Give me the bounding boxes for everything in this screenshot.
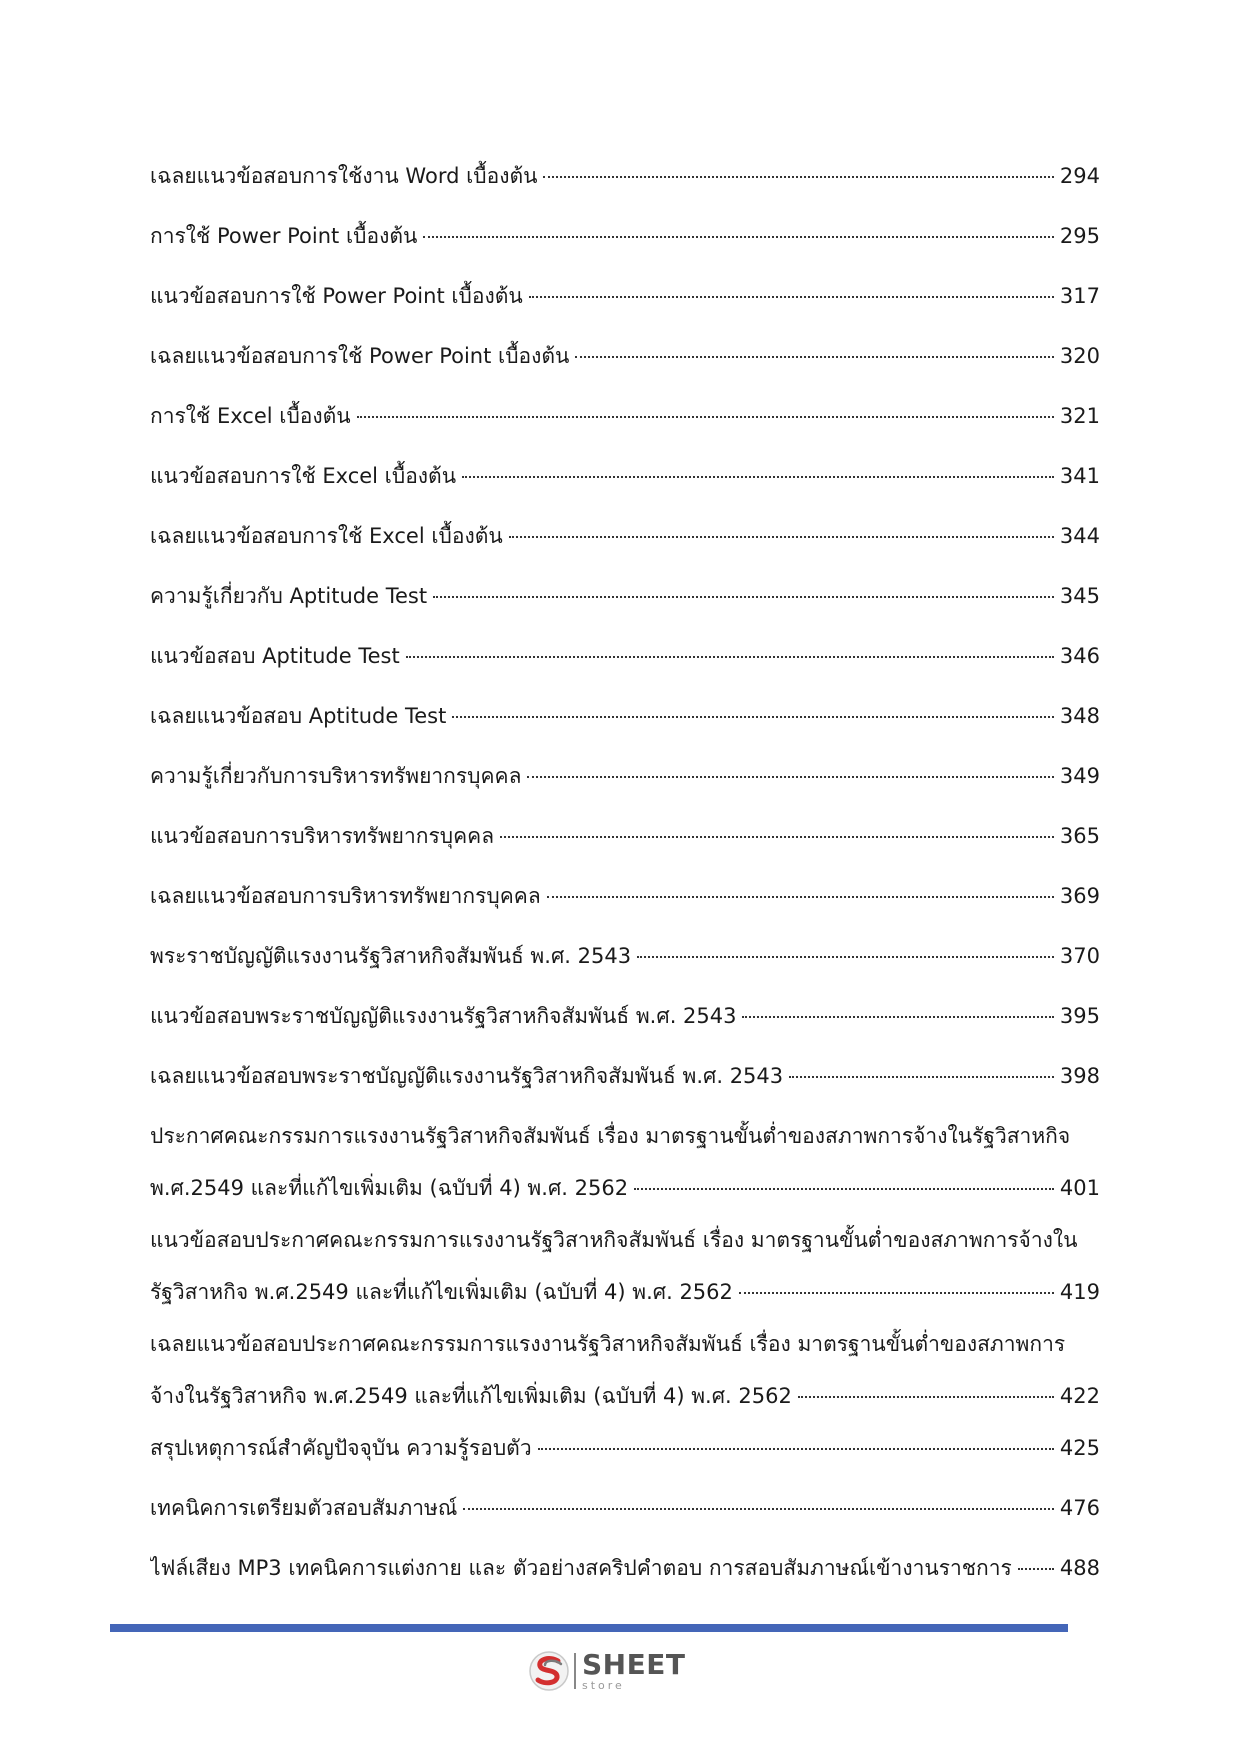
toc-entry[interactable] [150, 210, 1100, 270]
dot-leader [637, 956, 1054, 958]
logo-brand-sub: store [582, 1679, 625, 1692]
toc-entry[interactable] [150, 630, 1100, 690]
toc-entry-title: เฉลยแนวข้อสอบการบริหารทรัพยากรบุคคล [150, 884, 541, 908]
footer-logo [528, 1646, 685, 1696]
toc-entry-title: แนวข้อสอบพระราชบัญญัติแรงงานรัฐวิสาหกิจสัมพันธ์ พ.ศ. 2543 [150, 1004, 737, 1028]
toc-entry[interactable] [150, 1482, 1100, 1542]
dot-leader [1018, 1568, 1054, 1570]
footer-rule [110, 1624, 1068, 1632]
toc-entry-title: การใช้ Excel เบื้องต้น [150, 404, 351, 428]
dot-leader [575, 356, 1054, 358]
toc-entry[interactable] [150, 750, 1100, 810]
dot-leader [433, 596, 1054, 598]
table-of-contents [150, 150, 1100, 1602]
toc-entry-title: เฉลยแนวข้อสอบการใช้งาน Word เบื้องต้น [150, 164, 538, 188]
toc-page-number: 419 [1059, 1280, 1100, 1304]
dot-leader [529, 296, 1054, 298]
toc-page-number: 422 [1059, 1384, 1100, 1408]
dot-leader [742, 1016, 1053, 1018]
logo-brand-main: SHEET [582, 1648, 686, 1681]
toc-entry[interactable] [150, 1050, 1100, 1110]
toc-page-number: 395 [1059, 1004, 1100, 1028]
dot-leader [543, 176, 1053, 178]
toc-entry-title: สรุปเหตุการณ์สำคัญปัจจุบัน ความรู้รอบตัว [150, 1436, 532, 1460]
toc-page-number: 321 [1059, 404, 1100, 428]
dot-leader [423, 236, 1054, 238]
dot-leader [462, 476, 1054, 478]
toc-entry[interactable] [150, 1542, 1100, 1602]
toc-page-number: 345 [1059, 584, 1100, 608]
toc-entry-multiline[interactable] [150, 1214, 1100, 1318]
toc-page-number: 344 [1059, 524, 1100, 548]
toc-entry-title: เทคนิคการเตรียมตัวสอบสัมภาษณ์ [150, 1496, 458, 1520]
toc-page-number: 398 [1059, 1064, 1100, 1088]
dot-leader [527, 776, 1053, 778]
toc-page-number: 320 [1059, 344, 1100, 368]
dot-leader [452, 716, 1054, 718]
toc-entry-title: แนวข้อสอบการบริหารทรัพยากรบุคคล [150, 824, 495, 848]
toc-entry-title-line2: รัฐวิสาหกิจ พ.ศ.2549 และที่แก้ไขเพิ่มเติม (ฉบับที่ 4) พ.ศ. 2562 [150, 1280, 733, 1304]
dot-leader [500, 836, 1054, 838]
toc-page-number: 425 [1059, 1436, 1100, 1460]
toc-page-number: 348 [1059, 704, 1100, 728]
toc-entry[interactable] [150, 1422, 1100, 1482]
toc-page-number: 488 [1059, 1556, 1100, 1580]
toc-entry-title: ความรู้เกี่ยวกับ Aptitude Test [150, 584, 428, 608]
toc-page-number: 341 [1059, 464, 1100, 488]
dot-leader [538, 1448, 1054, 1450]
dot-leader [739, 1292, 1054, 1294]
toc-entry-title: ความรู้เกี่ยวกับการบริหารทรัพยากรบุคคล [150, 764, 522, 788]
dot-leader [463, 1508, 1054, 1510]
toc-page-number: 476 [1059, 1496, 1100, 1520]
toc-entry[interactable] [150, 150, 1100, 210]
toc-entry-title: แนวข้อสอบ Aptitude Test [150, 644, 400, 668]
toc-entry[interactable] [150, 270, 1100, 330]
logo-divider [574, 1653, 576, 1689]
toc-entry[interactable] [150, 570, 1100, 630]
dot-leader [634, 1188, 1054, 1190]
toc-entry-title-line1: เฉลยแนวข้อสอบประกาศคณะกรรมการแรงงานรัฐวิสาหกิจสัมพันธ์ เรื่อง มาตรฐานขั้นต่ำของสภาพการ [150, 1332, 1066, 1356]
toc-entry[interactable] [150, 810, 1100, 870]
toc-entry[interactable] [150, 450, 1100, 510]
toc-entry-title: เฉลยแนวข้อสอบพระราชบัญญัติแรงงานรัฐวิสาหกิจสัมพันธ์ พ.ศ. 2543 [150, 1064, 784, 1088]
toc-entry-title: ไฟล์เสียง MP3 เทคนิคการแต่งกาย และ ตัวอย่างสคริปคำตอบ การสอบสัมภาษณ์เข้างานราชการ [150, 1556, 1012, 1580]
toc-page-number: 370 [1059, 944, 1100, 968]
toc-page-number: 317 [1059, 284, 1100, 308]
dot-leader [547, 896, 1054, 898]
toc-page-number: 401 [1059, 1176, 1100, 1200]
toc-entry-title: การใช้ Power Point เบื้องต้น [150, 224, 418, 248]
dot-leader [789, 1076, 1054, 1078]
dot-leader [798, 1396, 1054, 1398]
toc-entry-title-line2: จ้างในรัฐวิสาหกิจ พ.ศ.2549 และที่แก้ไขเพิ่มเติม (ฉบับที่ 4) พ.ศ. 2562 [150, 1384, 792, 1408]
toc-entry-title-line2: พ.ศ.2549 และที่แก้ไขเพิ่มเติม (ฉบับที่ 4) พ.ศ. 2562 [150, 1176, 629, 1200]
toc-entry-title: เฉลยแนวข้อสอบการใช้ Power Point เบื้องต้น [150, 344, 570, 368]
toc-page-number: 294 [1059, 164, 1100, 188]
dot-leader [357, 416, 1054, 418]
toc-entry[interactable] [150, 990, 1100, 1050]
toc-entry-title: เฉลยแนวข้อสอบ Aptitude Test [150, 704, 447, 728]
dot-leader [509, 536, 1054, 538]
toc-page-number: 369 [1059, 884, 1100, 908]
toc-page-number: 365 [1059, 824, 1100, 848]
toc-entry-title: แนวข้อสอบการใช้ Power Point เบื้องต้น [150, 284, 523, 308]
toc-entry-title: เฉลยแนวข้อสอบการใช้ Excel เบื้องต้น [150, 524, 503, 548]
logo-wordmark [582, 1648, 686, 1692]
toc-entry[interactable] [150, 390, 1100, 450]
toc-entry[interactable] [150, 870, 1100, 930]
toc-entry-multiline[interactable] [150, 1110, 1100, 1214]
toc-entry-title: พระราชบัญญัติแรงงานรัฐวิสาหกิจสัมพันธ์ พ.ศ. 2543 [150, 944, 632, 968]
toc-entry-title-line1: แนวข้อสอบประกาศคณะกรรมการแรงงานรัฐวิสาหกิจสัมพันธ์ เรื่อง มาตรฐานขั้นต่ำของสภาพการจ้างใน [150, 1228, 1078, 1252]
toc-page-number: 346 [1059, 644, 1100, 668]
toc-page-number: 295 [1059, 224, 1100, 248]
toc-entry-multiline[interactable] [150, 1318, 1100, 1422]
toc-entry[interactable] [150, 690, 1100, 750]
toc-entry[interactable] [150, 930, 1100, 990]
toc-entry[interactable] [150, 510, 1100, 570]
sheet-store-s-logo-icon [528, 1650, 570, 1692]
toc-entry[interactable] [150, 330, 1100, 390]
dot-leader [406, 656, 1054, 658]
toc-page-number: 349 [1059, 764, 1100, 788]
toc-entry-title-line1: ประกาศคณะกรรมการแรงงานรัฐวิสาหกิจสัมพันธ์ เรื่อง มาตรฐานขั้นต่ำของสภาพการจ้างในรัฐวิสาหกิจ [150, 1124, 1071, 1148]
toc-entry-title: แนวข้อสอบการใช้ Excel เบื้องต้น [150, 464, 457, 488]
